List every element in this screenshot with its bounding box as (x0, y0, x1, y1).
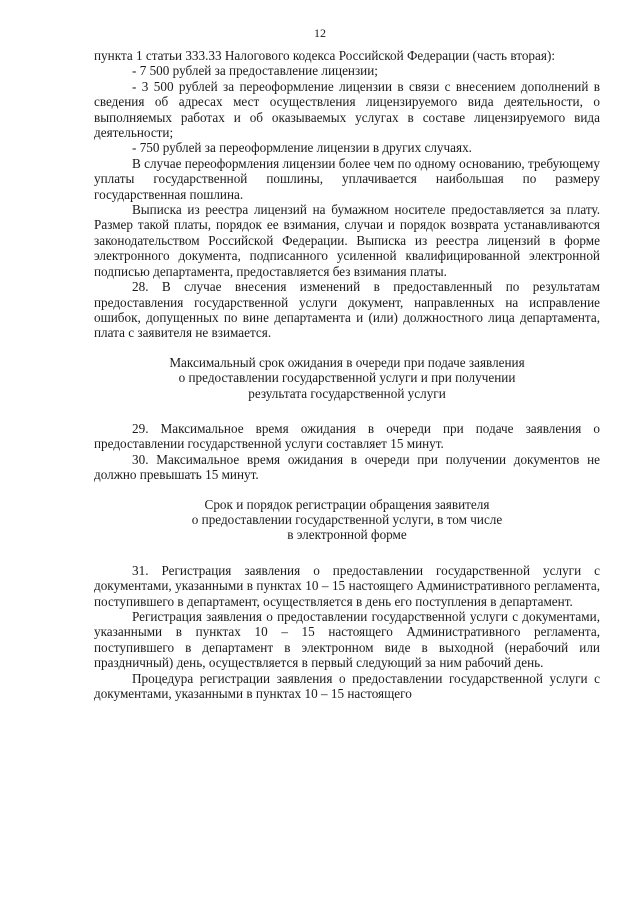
document-body (94, 48, 600, 701)
section-heading-registration-line-2: о предоставлении государственной услуги, в том числе (191, 511, 503, 527)
section-heading-queue-line-1: Максимальный срок ожидания в очереди при подаче заявления (169, 354, 525, 370)
paragraph-tax-code-reference: пункта 1 статьи 333.33 Налогового кодекса Российской Федерации (часть вторая): (94, 48, 556, 63)
paragraph-item-28: 28. В случае внесения изменений в предоставленный по результатам предоставления государственной услуги документ, направленных на исправление ошибок, допущенных по вине департамента и (или) должностного лица департамента, плата с заявителя не взимается. (94, 279, 600, 341)
list-item-fee-reissue-addresses: - 3 500 рублей за переоформление лицензии в связи с внесением дополнений в сведения об адресах мест осуществления лицензируемого вида деятельности, о выполняемых работах и об оказываемых услугах в составе лицензируемого вида деятельности; (94, 78, 600, 141)
paragraph-registration-procedure: Процедура регистрации заявления о предоставлении государственной услуги с документами, указанными в пунктах 10 – 15 настоящего (94, 670, 600, 702)
page-number: 12 (314, 26, 326, 40)
list-item-fee-license: - 7 500 рублей за предоставление лицензии; (132, 63, 378, 79)
section-heading-registration-line-1: Срок и порядок регистрации обращения заявителя (204, 496, 490, 512)
section-heading-registration-line-3: в электронной форме (287, 527, 407, 543)
section-heading-queue-line-3: результата государственной услуги (248, 385, 446, 401)
paragraph-item-29: 29. Максимальное время ожидания в очереди при подаче заявления о предоставлении государственной услуги составляет 15 минут. (94, 420, 600, 452)
section-heading-queue-line-2: о предоставлении государственной услуги и при получении (178, 370, 516, 386)
paragraph-registry-extract: Выписка из реестра лицензий на бумажном носителе предоставляется за плату. Размер такой платы, порядок ее взимания, случаи и порядок возврата устанавливаются законодательством Российской Федерации. Выписка из реестра лицензий в форме электронного документа, подписанного усиленной квалифицированной электронной подписью департамента, предоставляется без взимания платы. (94, 202, 600, 279)
paragraph-item-30: 30. Максимальное время ожидания в очереди при получении документов не должно превышать 15 минут. (94, 451, 600, 483)
paragraph-multiple-grounds: В случае переоформления лицензии более чем по одному основанию, требующему уплаты государственной пошлины, уплачивается наибольшая по размеру государственная пошлина. (94, 155, 600, 202)
paragraph-item-31: 31. Регистрация заявления о предоставлении государственной услуги с документами, указанными в пунктах 10 – 15 настоящего Административного регламента, поступившего в департамент, осуществляется в день его поступления в департамент. (94, 562, 600, 609)
paragraph-registration-electronic: Регистрация заявления о предоставлении государственной услуги с документами, указанными в пунктах 10 – 15 настоящего Административного регламента, поступившего в департамент в электронном виде в выходной (нерабочий или праздничный) день, осуществляется в первый следующий за ним рабочий день. (94, 609, 600, 671)
list-item-fee-reissue-other: - 750 рублей за переоформление лицензии в других случаях. (132, 140, 472, 156)
